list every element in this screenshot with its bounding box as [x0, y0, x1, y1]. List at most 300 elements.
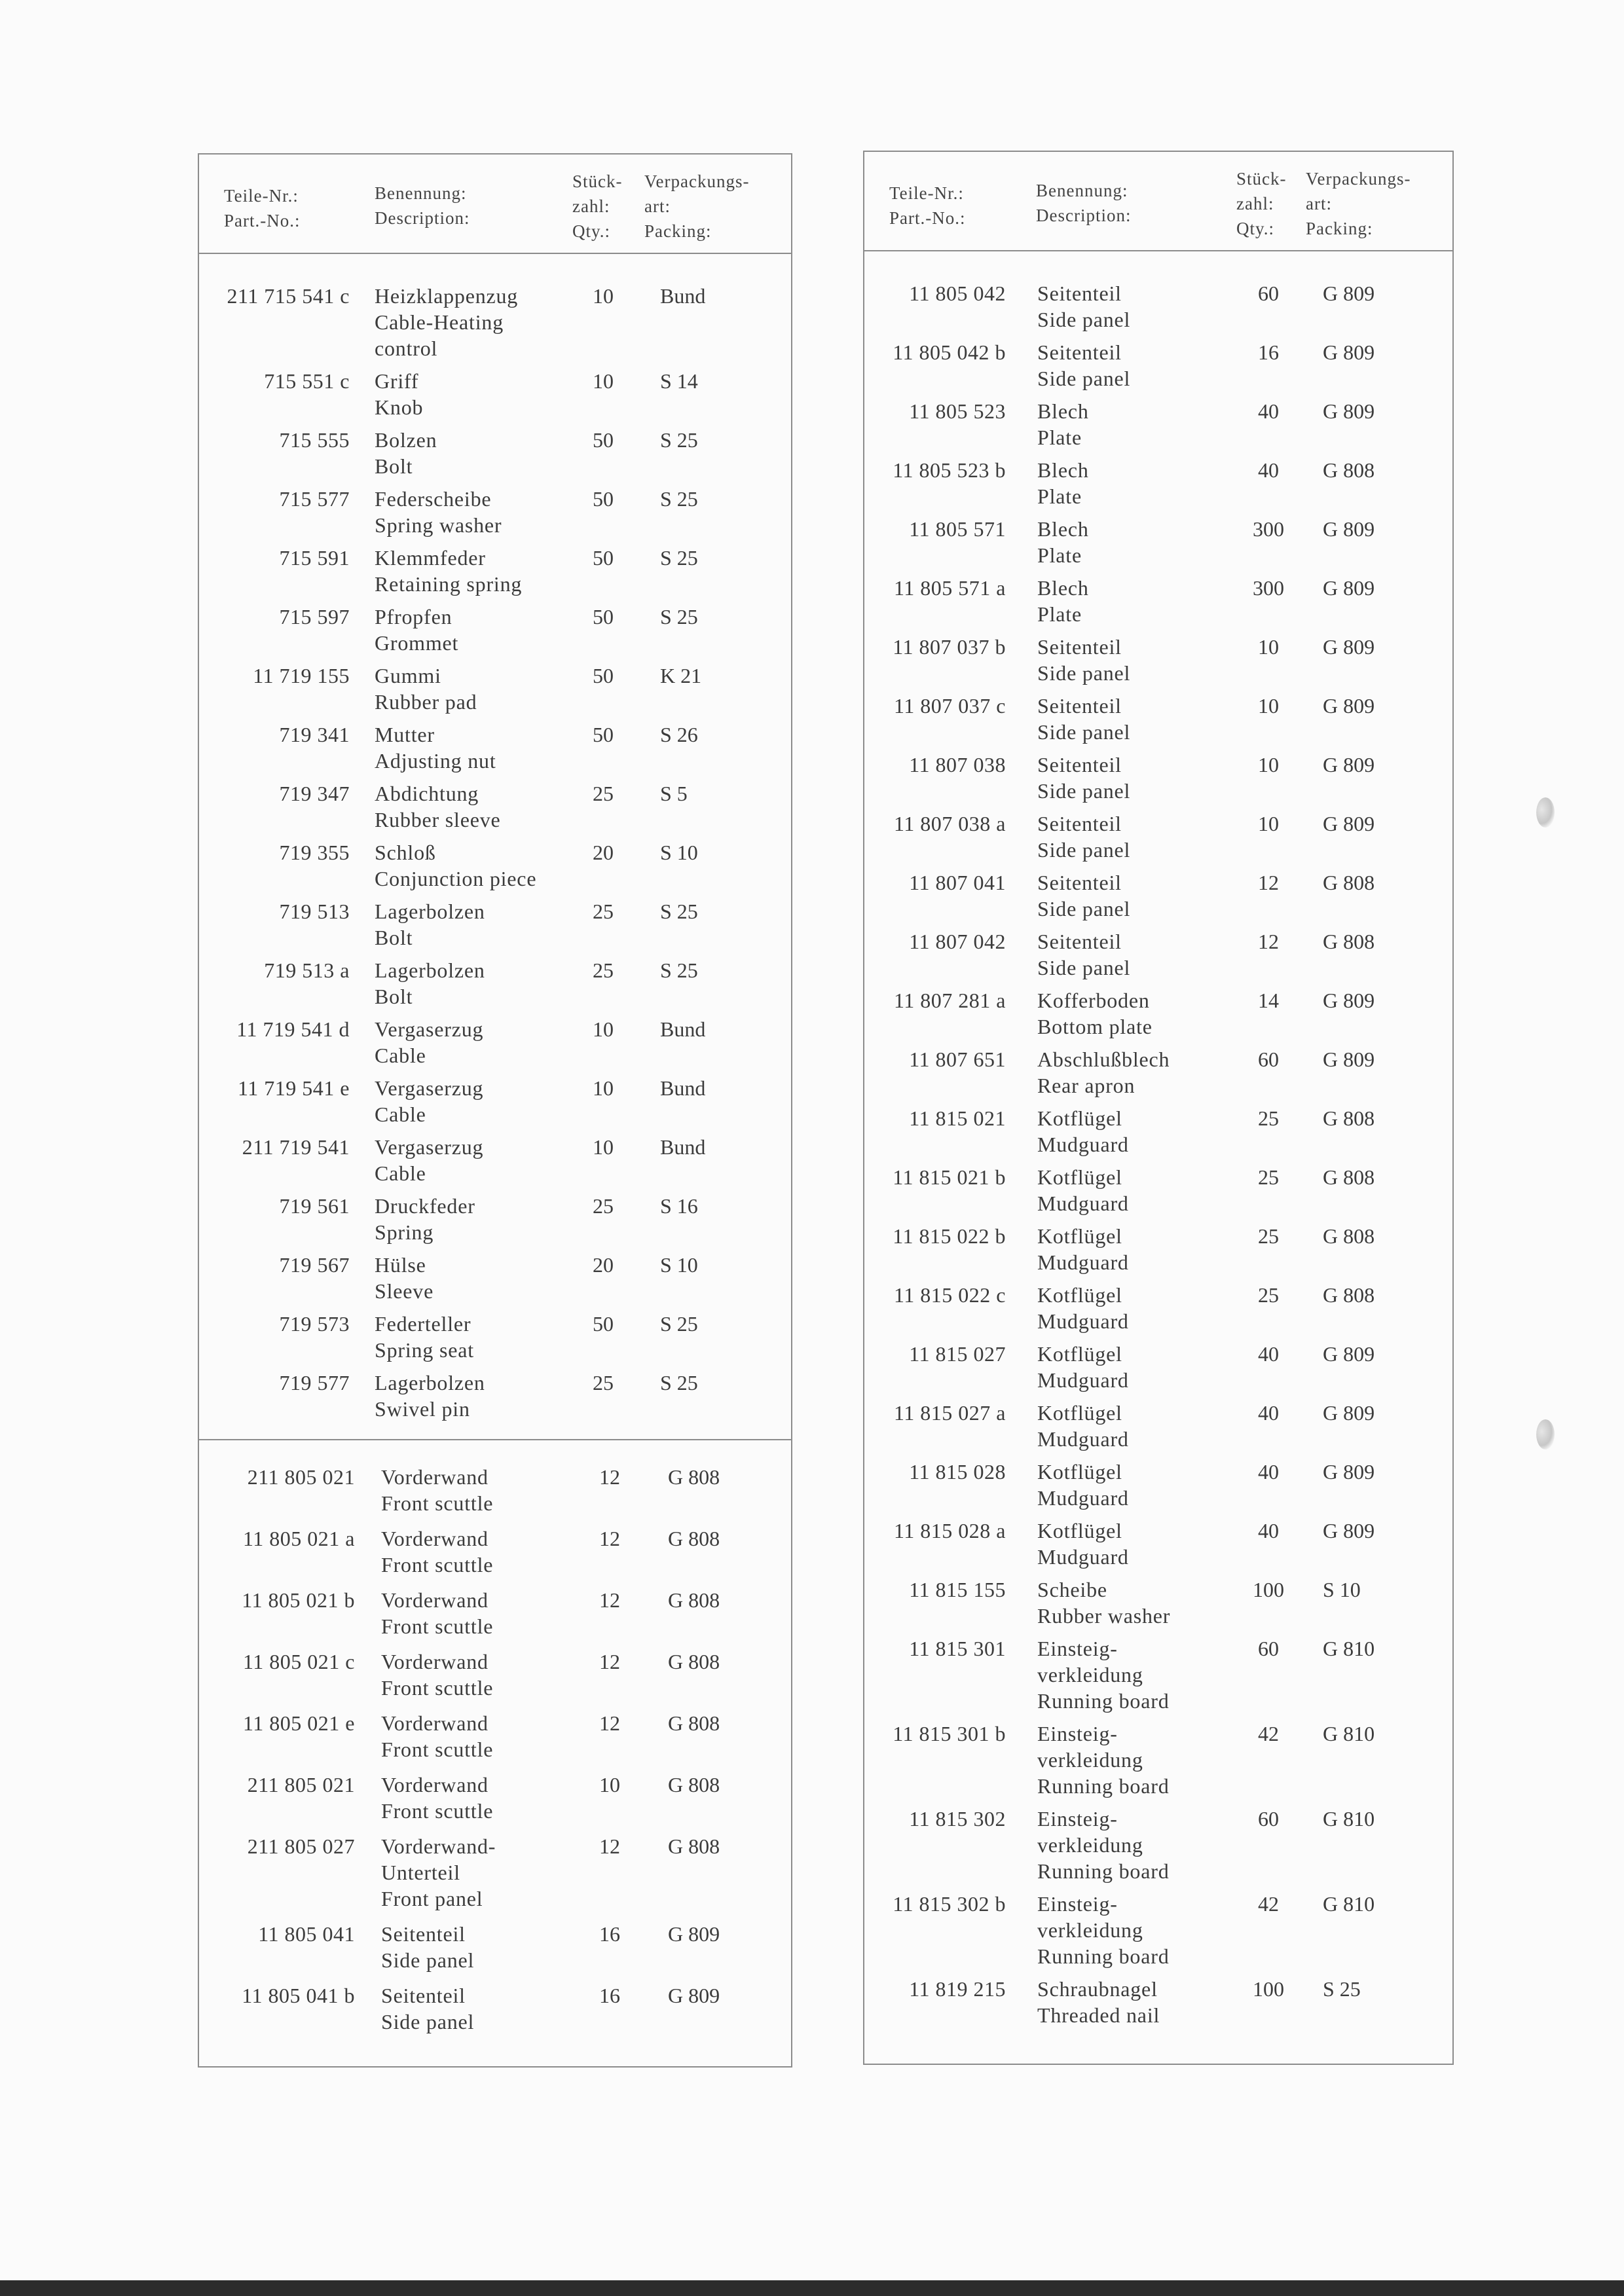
header-description	[1036, 178, 1131, 228]
packing-code: Bund	[660, 1135, 706, 1159]
part-description	[1037, 516, 1089, 568]
description-line: Kotflügel	[1037, 1283, 1122, 1307]
quantity: 16	[1258, 340, 1279, 364]
part-number: 11 807 037 b	[893, 635, 1006, 659]
part-number: 11 815 302 b	[893, 1892, 1006, 1916]
description-line: Vorderwand	[381, 1650, 489, 1673]
description-line: Sleeve	[375, 1279, 434, 1303]
part-number: 11 815 027	[909, 1342, 1006, 1366]
description-line: Vorderwand	[381, 1465, 489, 1489]
quantity: 40	[1258, 1519, 1279, 1542]
header-desc-en: Description:	[1036, 206, 1132, 225]
part-number: 11 719 155	[253, 664, 350, 687]
part-number: 719 355	[279, 841, 350, 864]
binder-hole-mark	[1536, 1419, 1555, 1449]
part-number: 715 597	[279, 605, 350, 629]
part-description	[375, 663, 477, 715]
description-line: Mudguard	[1037, 1309, 1129, 1333]
part-description	[375, 957, 485, 1010]
part-number: 11 815 301 b	[893, 1722, 1006, 1745]
part-description	[375, 839, 536, 892]
header-qty-3: Qty.:	[1236, 219, 1274, 238]
description-line: Mudguard	[1037, 1133, 1129, 1156]
quantity: 10	[593, 1017, 614, 1041]
quantity: 12	[599, 1588, 620, 1612]
packing-code: G 809	[1323, 1460, 1375, 1484]
part-number: 11 807 037 c	[893, 694, 1006, 718]
quantity: 300	[1253, 517, 1284, 541]
description-line: Vorderwand	[381, 1527, 489, 1550]
header-packing	[644, 169, 749, 244]
packing-code: G 808	[668, 1527, 720, 1550]
part-description	[375, 368, 423, 420]
packing-code: G 810	[1323, 1637, 1375, 1660]
header-pack-1: Verpackungs-	[1306, 169, 1411, 189]
description-line: Rubber pad	[375, 690, 477, 714]
packing-code: G 808	[1323, 1106, 1375, 1130]
quantity: 50	[593, 723, 614, 746]
packing-code: G 809	[1323, 989, 1375, 1012]
header-divider	[864, 250, 1452, 251]
packing-code: G 808	[668, 1773, 720, 1796]
part-number: 11 815 027 a	[893, 1401, 1006, 1425]
part-number: 211 805 021	[247, 1773, 355, 1796]
description-line: Federscheibe	[375, 487, 492, 511]
description-line: Federteller	[375, 1312, 471, 1336]
quantity: 40	[1258, 458, 1279, 482]
part-number: 719 577	[279, 1371, 350, 1394]
description-line: Einsteig-	[1037, 1892, 1118, 1916]
description-line: Scheibe	[1037, 1578, 1107, 1601]
part-number: 11 815 302	[909, 1807, 1006, 1831]
description-line: Seitenteil	[381, 1922, 466, 1946]
header-qty-1: Stück-	[572, 172, 623, 191]
description-line: Einsteig-	[1037, 1807, 1118, 1831]
description-line: Plate	[1037, 602, 1082, 626]
description-line: Spring	[375, 1220, 434, 1244]
quantity: 60	[1258, 1807, 1279, 1831]
description-line: Seitenteil	[381, 1984, 466, 2007]
part-number: 11 805 571 a	[893, 576, 1006, 600]
description-line: Front scuttle	[381, 1614, 494, 1638]
description-line: Klemmfeder	[375, 546, 486, 570]
description-line: Conjunction piece	[375, 867, 537, 890]
quantity: 10	[1258, 812, 1279, 835]
packing-code: G 809	[1323, 694, 1375, 718]
quantity: 50	[593, 428, 614, 452]
quantity: 10	[593, 369, 614, 393]
description-line: Bolt	[375, 454, 413, 478]
description-line: Running board	[1037, 1944, 1170, 1968]
part-description	[375, 780, 501, 833]
quantity: 12	[599, 1527, 620, 1550]
packing-code: S 25	[660, 1312, 698, 1336]
part-description	[1037, 1518, 1129, 1570]
right-parts-table	[863, 151, 1454, 2065]
packing-code: G 808	[1323, 1165, 1375, 1189]
description-line: Rear apron	[1037, 1074, 1135, 1097]
quantity: 40	[1258, 1401, 1279, 1425]
part-description	[381, 1833, 496, 1912]
description-line: Seitenteil	[1037, 694, 1122, 718]
quantity: 40	[1258, 399, 1279, 423]
description-line: Blech	[1037, 399, 1089, 423]
description-line: Side panel	[1037, 956, 1131, 979]
packing-code: Bund	[660, 1017, 706, 1041]
description-line: Seitenteil	[1037, 812, 1122, 835]
quantity: 10	[1258, 753, 1279, 776]
header-qty-2: zahl:	[572, 196, 610, 216]
quantity: 20	[593, 1253, 614, 1277]
quantity: 12	[599, 1834, 620, 1858]
header-qty-2: zahl:	[1236, 194, 1274, 213]
description-line: Cable	[375, 1044, 426, 1067]
part-number: 11 807 281 a	[893, 989, 1006, 1012]
part-number: 11 805 021 b	[242, 1588, 355, 1612]
part-number: 11 805 571	[909, 517, 1006, 541]
part-number: 11 815 022 c	[893, 1283, 1006, 1307]
packing-code: G 809	[1323, 282, 1375, 305]
description-line: Kotflügel	[1037, 1342, 1122, 1366]
quantity: 10	[593, 284, 614, 308]
part-description	[1037, 987, 1153, 1040]
description-line: Blech	[1037, 517, 1089, 541]
packing-code: G 809	[1323, 576, 1375, 600]
description-line: Side panel	[1037, 308, 1131, 331]
description-line: Mudguard	[1037, 1368, 1129, 1392]
description-line: Lagerbolzen	[375, 900, 485, 923]
packing-code: G 809	[1323, 1401, 1375, 1425]
part-description	[1037, 1576, 1170, 1629]
part-number: 11 805 523 b	[893, 458, 1006, 482]
part-description	[381, 1525, 493, 1578]
part-description	[1037, 1635, 1170, 1714]
header-pack-2: art:	[644, 196, 671, 216]
part-description	[1037, 1400, 1129, 1452]
part-description	[1037, 398, 1089, 450]
packing-code: S 16	[660, 1194, 698, 1218]
part-number: 11 815 028 a	[893, 1519, 1006, 1542]
description-line: Vergaserzug	[375, 1076, 484, 1100]
packing-code: S 5	[660, 782, 688, 805]
description-line: Kofferboden	[1037, 989, 1150, 1012]
quantity: 25	[1258, 1283, 1279, 1307]
quantity: 25	[1258, 1165, 1279, 1189]
packing-code: S 25	[660, 605, 698, 629]
header-quantity	[1236, 166, 1287, 241]
part-description	[381, 1772, 493, 1824]
quantity: 40	[1258, 1460, 1279, 1484]
description-line: Cable	[375, 1161, 426, 1185]
description-line: Seitenteil	[1037, 871, 1122, 894]
header-part-no-de: Teile-Nr.:	[224, 186, 299, 206]
description-line: Seitenteil	[1037, 753, 1122, 776]
description-line: Mutter	[375, 723, 435, 746]
quantity: 60	[1258, 1637, 1279, 1660]
part-description	[375, 486, 502, 538]
part-description	[381, 1982, 474, 2035]
part-description	[375, 283, 518, 361]
description-line: Side panel	[1037, 367, 1131, 390]
packing-code: S 25	[660, 958, 698, 982]
description-line: Abschlußblech	[1037, 1048, 1170, 1071]
description-line: Seitenteil	[1037, 282, 1122, 305]
packing-code: G 809	[1323, 340, 1375, 364]
scan-bottom-edge	[0, 2280, 1624, 2296]
header-description	[375, 181, 470, 230]
part-description	[1037, 928, 1130, 981]
description-line: Pfropfen	[375, 605, 452, 629]
description-line: Cable	[375, 1102, 426, 1126]
description-line: Front scuttle	[381, 1553, 494, 1576]
part-number: 11 805 021 a	[242, 1527, 355, 1550]
header-divider	[199, 253, 791, 254]
description-line: Bolt	[375, 985, 413, 1008]
packing-code: G 809	[668, 1922, 720, 1946]
description-line: control	[375, 337, 438, 360]
quantity: 60	[1258, 282, 1279, 305]
description-line: Swivel pin	[375, 1397, 470, 1421]
packing-code: G 808	[1323, 1283, 1375, 1307]
quantity: 50	[593, 1312, 614, 1336]
description-line: Vorderwand	[381, 1588, 489, 1612]
part-number: 719 347	[279, 782, 350, 805]
packing-code: G 809	[1323, 517, 1375, 541]
part-description	[375, 427, 437, 479]
header-pack-3: Packing:	[644, 221, 712, 241]
packing-code: G 808	[668, 1465, 720, 1489]
part-number: 11 807 041	[909, 871, 1006, 894]
description-line: Mudguard	[1037, 1486, 1129, 1510]
part-number: 719 567	[279, 1253, 350, 1277]
description-line: Bottom plate	[1037, 1015, 1153, 1038]
description-line: Lagerbolzen	[375, 1371, 485, 1394]
quantity: 25	[1258, 1224, 1279, 1248]
part-description	[1037, 280, 1130, 333]
part-number: 719 513 a	[264, 958, 350, 982]
part-number: 11 807 038	[909, 753, 1006, 776]
part-number: 11 805 523	[909, 399, 1006, 423]
packing-code: G 810	[1323, 1722, 1375, 1745]
packing-code: G 810	[1323, 1892, 1375, 1916]
part-number: 11 815 021 b	[893, 1165, 1006, 1189]
part-number: 719 341	[279, 723, 350, 746]
description-line: verkleidung	[1037, 1748, 1143, 1772]
part-description	[1037, 339, 1130, 392]
header-desc-en: Description:	[375, 208, 470, 228]
packing-code: K 21	[660, 664, 702, 687]
part-number: 11 805 042 b	[893, 340, 1006, 364]
part-description	[375, 604, 458, 656]
description-line: Einsteig-	[1037, 1637, 1118, 1660]
packing-code: S 14	[660, 369, 698, 393]
part-description	[375, 1252, 434, 1304]
description-line: Blech	[1037, 576, 1089, 600]
description-line: Running board	[1037, 1859, 1170, 1883]
quantity: 50	[593, 605, 614, 629]
packing-code: S 25	[660, 546, 698, 570]
part-description	[375, 1134, 483, 1186]
description-line: Kotflügel	[1037, 1519, 1122, 1542]
packing-code: S 26	[660, 723, 698, 746]
description-line: Side panel	[1037, 661, 1131, 685]
description-line: Unterteil	[381, 1861, 460, 1884]
quantity: 12	[599, 1465, 620, 1489]
description-line: Hülse	[375, 1253, 426, 1277]
quantity: 20	[593, 841, 614, 864]
description-line: Adjusting nut	[375, 749, 496, 773]
part-number: 719 561	[279, 1194, 350, 1218]
description-line: verkleidung	[1037, 1833, 1143, 1857]
quantity: 100	[1253, 1977, 1284, 2001]
part-number: 11 719 541 d	[236, 1017, 350, 1041]
description-line: Side panel	[1037, 779, 1131, 803]
packing-code: G 808	[1323, 458, 1375, 482]
description-line: Kotflügel	[1037, 1401, 1122, 1425]
packing-code: G 808	[1323, 930, 1375, 953]
group-divider	[199, 1439, 791, 1440]
description-line: Schraubnagel	[1037, 1977, 1158, 2001]
header-part-no-en: Part.-No.:	[889, 208, 966, 228]
packing-code: Bund	[660, 1076, 706, 1100]
description-line: Vorderwand-	[381, 1834, 496, 1858]
part-description	[375, 721, 496, 774]
header-part-no	[224, 183, 300, 233]
quantity: 12	[599, 1650, 620, 1673]
packing-code: S 25	[660, 487, 698, 511]
part-description	[1037, 634, 1130, 686]
part-description	[375, 898, 485, 951]
description-line: Side panel	[1037, 720, 1131, 744]
quantity: 25	[593, 900, 614, 923]
part-description	[1037, 1046, 1170, 1099]
packing-code: G 809	[1323, 399, 1375, 423]
description-line: Schloß	[375, 841, 436, 864]
description-line: Knob	[375, 395, 424, 419]
quantity: 40	[1258, 1342, 1279, 1366]
part-number: 11 719 541 e	[237, 1076, 350, 1100]
part-number: 11 815 028	[909, 1460, 1006, 1484]
quantity: 10	[1258, 694, 1279, 718]
quantity: 25	[593, 782, 614, 805]
quantity: 10	[1258, 635, 1279, 659]
description-line: Mudguard	[1037, 1192, 1129, 1215]
binder-hole-mark	[1536, 797, 1555, 828]
quantity: 10	[593, 1135, 614, 1159]
quantity: 14	[1258, 989, 1279, 1012]
packing-code: G 808	[1323, 871, 1375, 894]
part-number: 11 805 041 b	[242, 1984, 355, 2007]
description-line: Druckfeder	[375, 1194, 475, 1218]
description-line: Front scuttle	[381, 1799, 494, 1823]
part-description	[1037, 1976, 1160, 2028]
description-line: Mudguard	[1037, 1545, 1129, 1569]
part-description	[375, 1016, 483, 1068]
part-description	[1037, 752, 1130, 804]
description-line: verkleidung	[1037, 1918, 1143, 1942]
part-description	[1037, 1721, 1170, 1799]
description-line: Seitenteil	[1037, 930, 1122, 953]
description-line: Plate	[1037, 543, 1082, 567]
description-line: Spring washer	[375, 513, 502, 537]
part-number: 719 513	[279, 900, 350, 923]
quantity: 16	[599, 1984, 620, 2007]
packing-code: S 25	[660, 1371, 698, 1394]
quantity: 10	[593, 1076, 614, 1100]
description-line: Running board	[1037, 1774, 1170, 1798]
packing-code: S 10	[660, 841, 698, 864]
description-line: Kotflügel	[1037, 1224, 1122, 1248]
part-description	[381, 1464, 493, 1516]
packing-code: G 809	[668, 1984, 720, 2007]
header-part-no-en: Part.-No.:	[224, 211, 301, 230]
part-description	[1037, 1282, 1129, 1334]
packing-code: G 809	[1323, 812, 1375, 835]
description-line: Side panel	[1037, 897, 1131, 920]
part-description	[375, 1075, 483, 1127]
part-description	[381, 1649, 493, 1701]
description-line: Front scuttle	[381, 1676, 494, 1700]
description-line: Kotflügel	[1037, 1106, 1122, 1130]
packing-code: G 808	[1323, 1224, 1375, 1248]
header-quantity	[572, 169, 623, 244]
packing-code: G 809	[1323, 635, 1375, 659]
part-number: 211 805 021	[247, 1465, 355, 1489]
part-number: 715 591	[279, 546, 350, 570]
quantity: 12	[1258, 930, 1279, 953]
description-line: Side panel	[1037, 838, 1131, 862]
part-description	[375, 1311, 474, 1363]
description-line: Blech	[1037, 458, 1089, 482]
description-line: Gummi	[375, 664, 441, 687]
description-line: Cable-Heating	[375, 310, 504, 334]
part-description	[375, 1193, 475, 1245]
left-parts-table	[198, 153, 792, 2068]
quantity: 12	[1258, 871, 1279, 894]
packing-code: G 809	[1323, 753, 1375, 776]
description-line: Seitenteil	[1037, 340, 1122, 364]
part-number: 211 715 541 c	[227, 284, 350, 308]
packing-code: G 809	[1323, 1048, 1375, 1071]
description-line: Vergaserzug	[375, 1017, 484, 1041]
header-part-no-de: Teile-Nr.:	[889, 183, 964, 203]
description-line: Lagerbolzen	[375, 958, 485, 982]
part-number: 11 805 042	[909, 282, 1006, 305]
part-number: 715 577	[279, 487, 350, 511]
description-line: Side panel	[381, 1948, 475, 1972]
part-description	[1037, 1341, 1129, 1393]
packing-code: S 25	[660, 428, 698, 452]
part-number: 719 573	[279, 1312, 350, 1336]
header-packing	[1306, 166, 1411, 241]
part-description	[375, 545, 522, 597]
part-number: 11 805 021 c	[242, 1650, 355, 1673]
part-number: 11 819 215	[909, 1977, 1006, 2001]
packing-code: G 808	[668, 1834, 720, 1858]
quantity: 50	[593, 664, 614, 687]
description-line: Heizklappenzug	[375, 284, 519, 308]
packing-code: G 810	[1323, 1807, 1375, 1831]
part-description	[1037, 1891, 1170, 1969]
packing-code: G 808	[668, 1711, 720, 1735]
description-line: Side panel	[381, 2010, 475, 2033]
header-desc-de: Benennung:	[1036, 181, 1128, 200]
description-line: Vergaserzug	[375, 1135, 484, 1159]
description-line: Mudguard	[1037, 1250, 1129, 1274]
description-line: verkleidung	[1037, 1663, 1143, 1686]
quantity: 16	[599, 1922, 620, 1946]
header-pack-3: Packing:	[1306, 219, 1373, 238]
